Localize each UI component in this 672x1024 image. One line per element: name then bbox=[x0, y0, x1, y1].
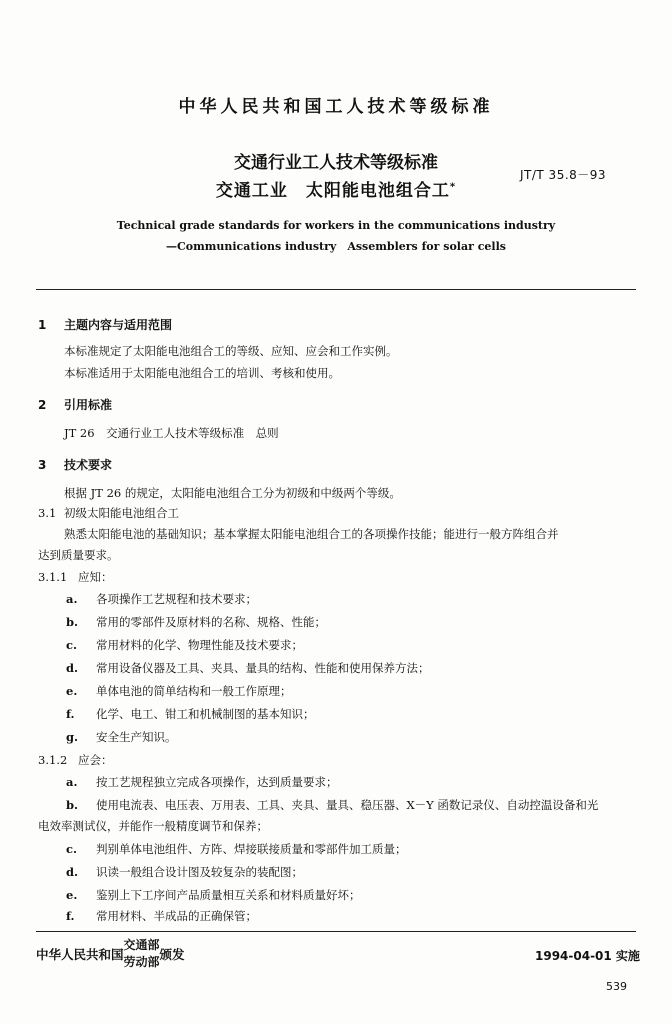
item-letter: a. bbox=[66, 592, 78, 606]
item-text: 常用材料、半成品的正确保管； bbox=[96, 909, 257, 923]
list-item bbox=[66, 887, 361, 903]
clause-title: 应会： bbox=[78, 753, 113, 767]
item-letter: b. bbox=[66, 798, 79, 812]
paragraph: 熟悉太阳能电池的基础知识；基本掌握太阳能电池组合工的各项操作技能；能进行一般方阵组合并 bbox=[64, 527, 559, 541]
list-item bbox=[66, 774, 338, 790]
title-en-line2: —Communications industry Assemblers for solar cells bbox=[166, 240, 506, 253]
clause-number: 3.1.1 bbox=[38, 570, 68, 584]
list-item-continuation: 电效率测试仪，并能作一般精度调节和保养； bbox=[38, 819, 268, 833]
list-item bbox=[66, 864, 303, 880]
item-text: 按工艺规程独立完成各项操作，达到质量要求； bbox=[96, 775, 338, 789]
paragraph-continuation: 达到质量要求。 bbox=[38, 548, 119, 562]
section-2-heading bbox=[38, 396, 112, 413]
item-letter: f. bbox=[66, 707, 75, 721]
item-letter: d. bbox=[66, 865, 79, 879]
page-number: 539 bbox=[606, 980, 627, 993]
clause-title: 应知： bbox=[78, 570, 113, 584]
issuer-ministries bbox=[124, 937, 160, 971]
list-item bbox=[66, 706, 315, 722]
list-item bbox=[66, 841, 407, 857]
issuer-top: 交通部 bbox=[123, 938, 160, 952]
section-title: 引用标准 bbox=[64, 398, 113, 412]
item-letter: g. bbox=[66, 730, 79, 744]
list-item bbox=[66, 729, 177, 745]
item-text: 识读一般组合设计图及较复杂的装配图； bbox=[96, 865, 303, 879]
section-title: 技术要求 bbox=[64, 458, 113, 472]
title-cn-line2-text: 交通工业 太阳能电池组合工 bbox=[215, 181, 450, 201]
paragraph: 根据 JT 26 的规定，太阳能电池组合工分为初级和中级两个等级。 bbox=[64, 486, 401, 500]
list-item bbox=[66, 908, 257, 924]
section-1-heading bbox=[38, 316, 172, 333]
standard-number: JT/T 35.8－93 bbox=[520, 168, 607, 182]
item-text: 安全生产知识。 bbox=[96, 730, 177, 744]
section-number: 3 bbox=[38, 458, 47, 472]
item-letter: d. bbox=[66, 661, 79, 675]
list-item bbox=[66, 660, 430, 676]
section-3-heading bbox=[38, 456, 112, 473]
item-letter: a. bbox=[66, 775, 78, 789]
list-item bbox=[66, 614, 326, 630]
item-text: 化学、电工、钳工和机械制图的基本知识； bbox=[96, 707, 315, 721]
item-text: 单体电池的简单结构和一般工作原理； bbox=[96, 684, 292, 698]
item-text: 常用材料的化学、物理性能及技术要求； bbox=[96, 638, 303, 652]
item-text: 常用的零部件及原材料的名称、规格、性能； bbox=[96, 615, 326, 629]
referenced-standard: JT 26 交通行业工人技术等级标准 总则 bbox=[64, 426, 279, 440]
issuer-prefix: 中华人民共和国 bbox=[36, 947, 124, 962]
top-divider bbox=[36, 289, 636, 290]
clause-3-1-2-heading bbox=[38, 752, 113, 768]
list-item bbox=[66, 637, 303, 653]
section-number: 2 bbox=[38, 398, 47, 412]
issuer bbox=[36, 937, 185, 971]
item-text: 使用电流表、电压表、万用表、工具、夹具、量具、稳压器、X－Y 函数记录仪、自动控温设备和光 bbox=[96, 798, 599, 812]
item-text: 各项操作工艺规程和技术要求； bbox=[96, 592, 257, 606]
standard-category: 中华人民共和国工人技术等级标准 bbox=[178, 97, 494, 117]
clause-3-1-1-heading bbox=[38, 569, 113, 585]
list-item bbox=[66, 683, 292, 699]
list-item bbox=[66, 797, 598, 813]
item-letter: c. bbox=[66, 638, 78, 652]
paragraph: 本标准规定了太阳能电池组合工的等级、应知、应会和工作实例。 bbox=[64, 344, 398, 358]
item-letter: e. bbox=[66, 684, 78, 698]
issuer-suffix: 颁发 bbox=[159, 947, 185, 962]
clause-number: 3.1 bbox=[38, 506, 57, 520]
clause-number: 3.1.2 bbox=[38, 753, 68, 767]
footnote-mark: * bbox=[449, 181, 457, 193]
paragraph: 本标准适用于太阳能电池组合工的培训、考核和使用。 bbox=[64, 366, 340, 380]
clause-title: 初级太阳能电池组合工 bbox=[64, 506, 179, 520]
section-number: 1 bbox=[38, 318, 47, 332]
clause-3-1-heading bbox=[38, 505, 179, 521]
title-cn-line1: 交通行业工人技术等级标准 bbox=[234, 153, 438, 173]
issuer-bottom: 劳动部 bbox=[123, 955, 160, 969]
item-letter: e. bbox=[66, 888, 78, 902]
item-letter: c. bbox=[66, 842, 78, 856]
list-item bbox=[66, 591, 257, 607]
bottom-divider bbox=[36, 931, 636, 932]
effective-date: 1994-04-01 实施 bbox=[535, 949, 640, 963]
title-en-line1: Technical grade standards for workers in the communications industry bbox=[116, 219, 556, 232]
section-title: 主题内容与适用范围 bbox=[64, 318, 173, 332]
item-text: 常用设备仪器及工具、夹具、量具的结构、性能和使用保养方法； bbox=[96, 661, 430, 675]
item-text: 判别单体电池组件、方阵、焊接联接质量和零部件加工质量； bbox=[96, 842, 407, 856]
item-letter: f. bbox=[66, 909, 75, 923]
item-text: 鉴别上下工序间产品质量相互关系和材料质量好坏； bbox=[96, 888, 361, 902]
item-letter: b. bbox=[66, 615, 79, 629]
